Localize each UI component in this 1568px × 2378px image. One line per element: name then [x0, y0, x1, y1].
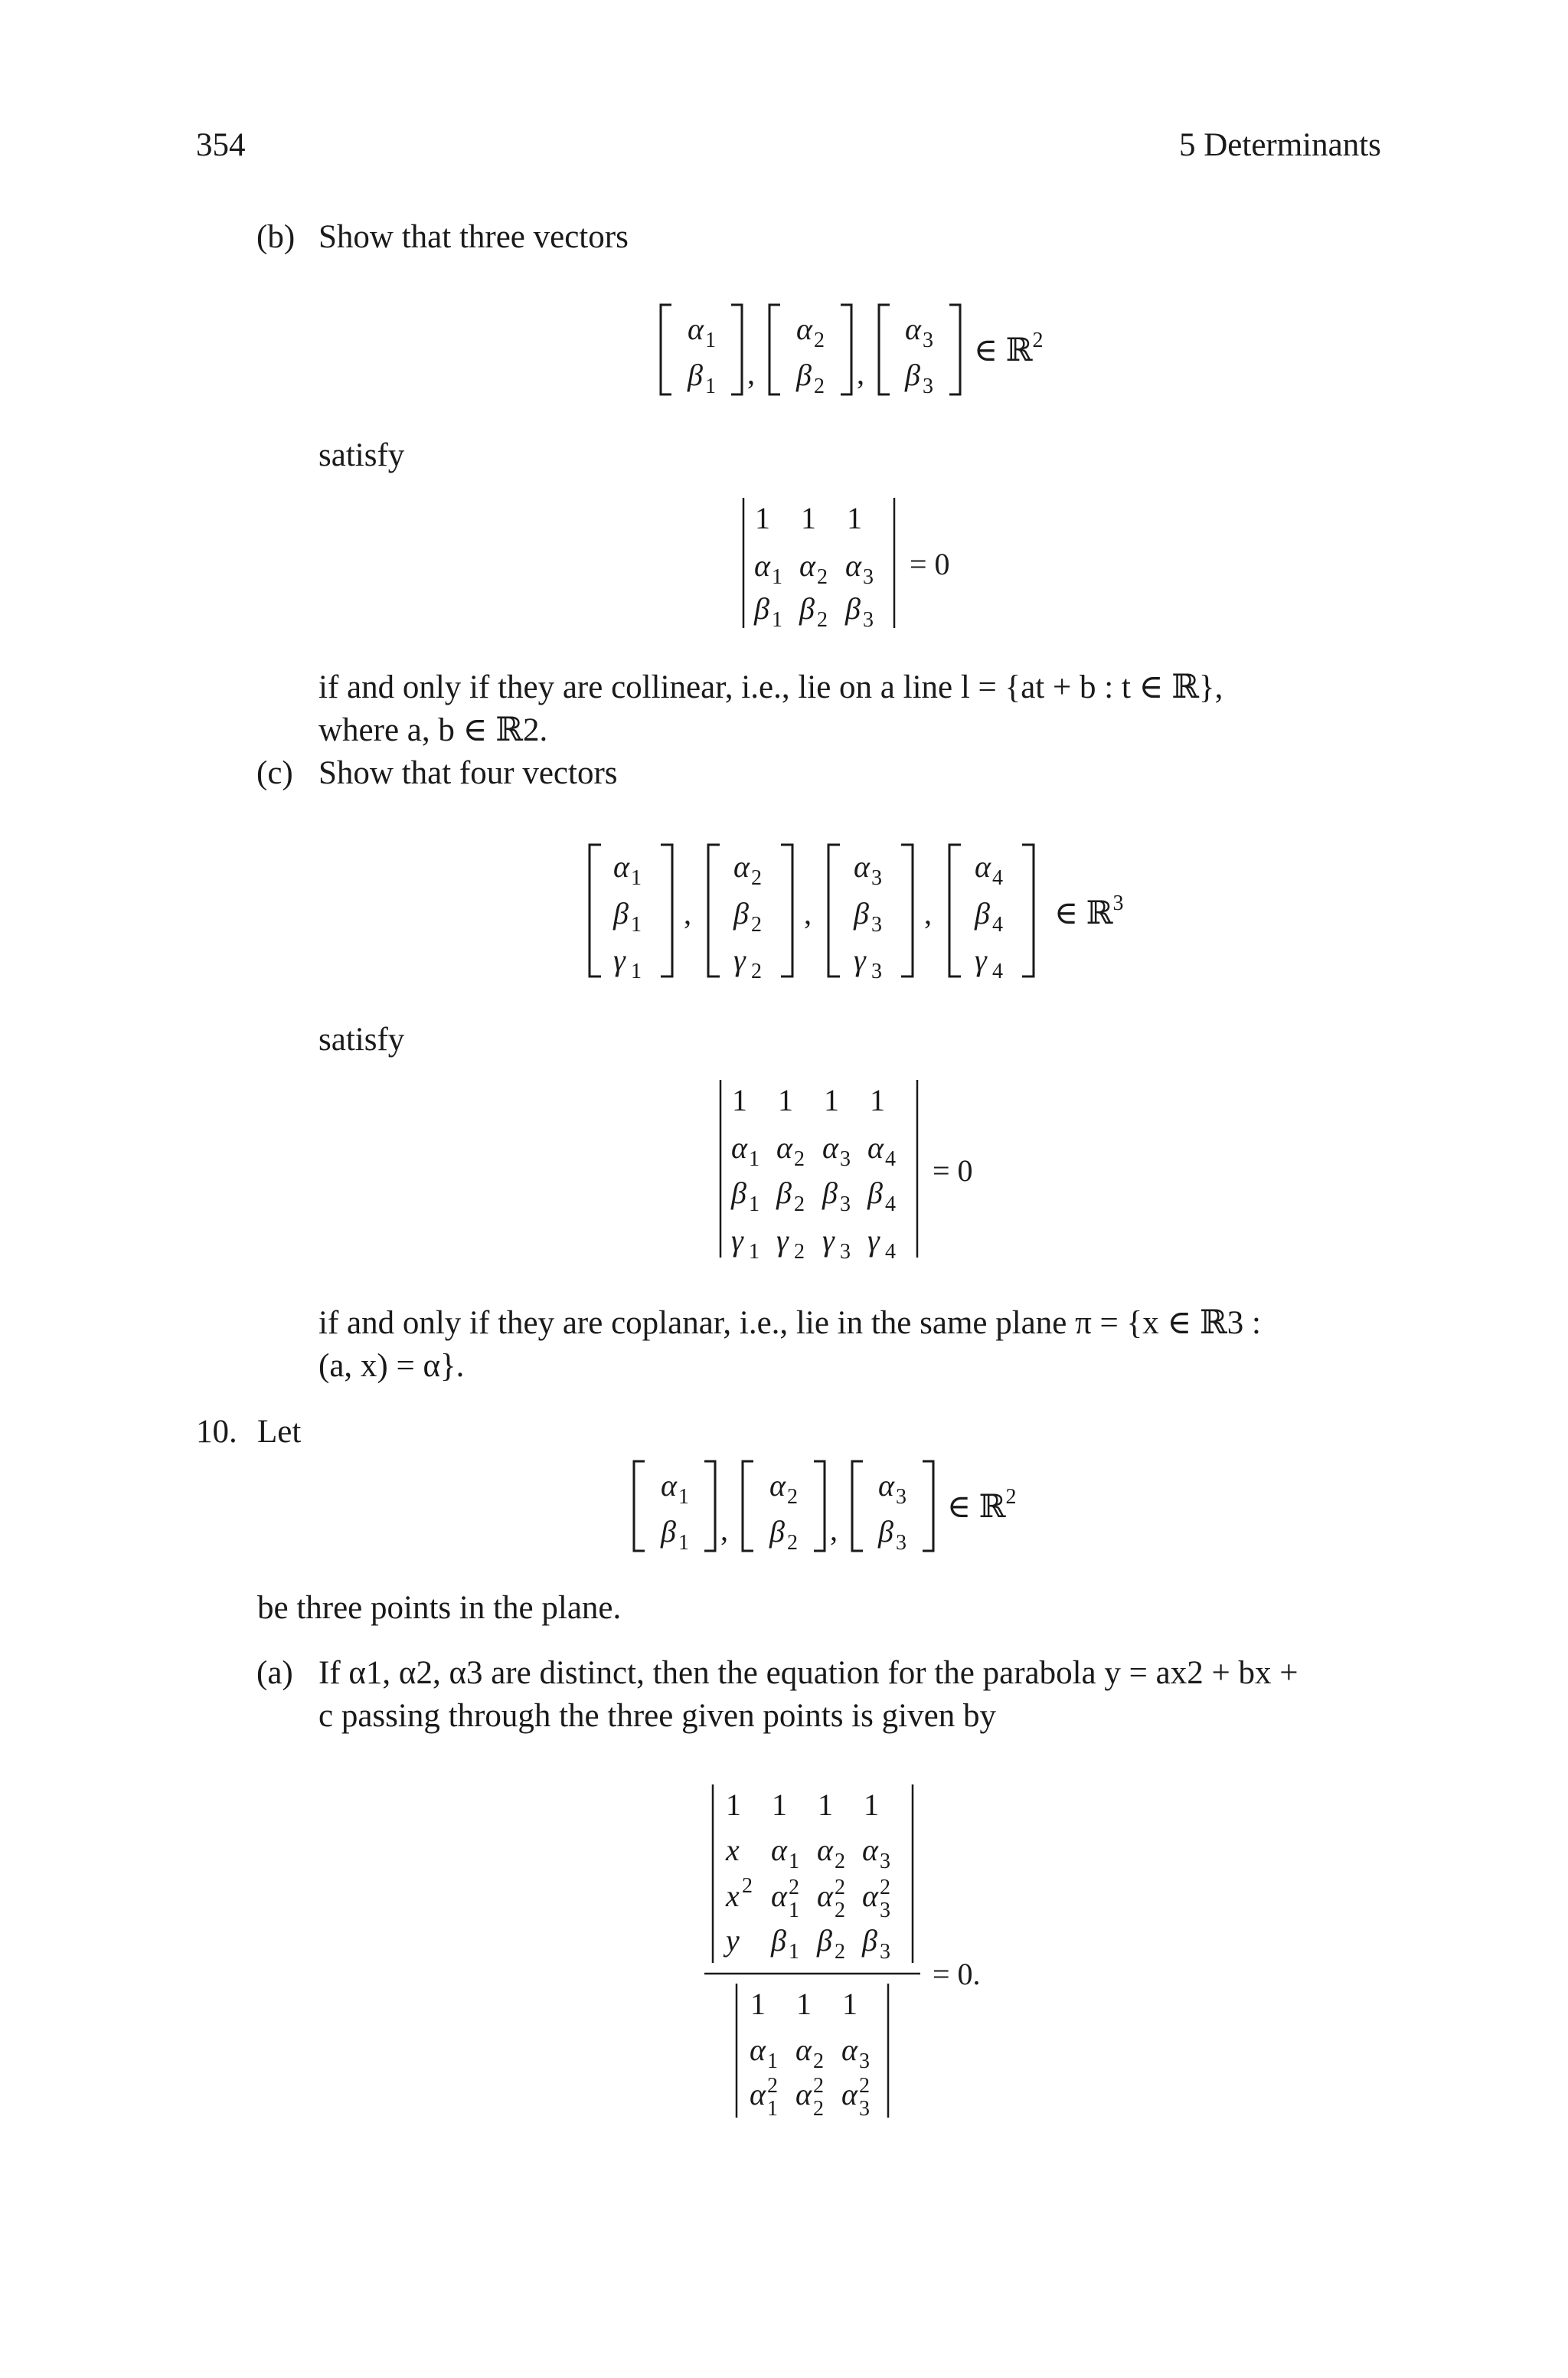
svg-text:2: 2	[767, 2074, 778, 2098]
svg-text:α: α	[862, 1879, 878, 1913]
svg-text:α: α	[776, 1130, 792, 1165]
svg-text:β: β	[771, 1923, 786, 1958]
svg-text:2: 2	[880, 1876, 890, 1899]
part-b-determinant-equation	[735, 494, 1026, 632]
svg-text:1: 1	[631, 960, 642, 983]
svg-text:1: 1	[796, 1987, 812, 2021]
svg-text:4: 4	[992, 866, 1003, 890]
svg-text:γ: γ	[776, 1223, 789, 1258]
svg-text:3: 3	[871, 866, 882, 890]
svg-text:1: 1	[847, 501, 862, 535]
svg-text:α: α	[796, 312, 812, 346]
svg-text:2: 2	[835, 1899, 845, 1922]
svg-text:α: α	[754, 548, 770, 583]
svg-text:= 0.: = 0.	[933, 1957, 981, 1991]
svg-text:α: α	[854, 849, 870, 884]
svg-text:α: α	[841, 2033, 858, 2067]
svg-text:,: ,	[747, 356, 755, 391]
svg-text:1: 1	[789, 1899, 799, 1922]
svg-text:α: α	[841, 2077, 858, 2111]
svg-text:α: α	[867, 1130, 884, 1165]
svg-text:1: 1	[767, 2049, 778, 2073]
svg-text:β: β	[733, 896, 749, 931]
svg-text:α: α	[799, 548, 815, 583]
problem-10-label: 10.	[196, 1414, 237, 1450]
svg-text:1: 1	[749, 1147, 760, 1171]
svg-text:2: 2	[787, 1485, 798, 1509]
svg-text:4: 4	[992, 913, 1003, 937]
svg-text:γ: γ	[731, 1223, 743, 1258]
svg-text:2: 2	[813, 2049, 824, 2073]
svg-text:β: β	[905, 358, 920, 392]
part-10a-label: (a)	[256, 1655, 293, 1691]
part-b-label: (b)	[256, 219, 296, 255]
svg-text:3: 3	[859, 2049, 870, 2073]
svg-text:3: 3	[871, 960, 882, 983]
svg-text:α: α	[817, 1879, 833, 1913]
svg-text:2: 2	[751, 913, 762, 937]
svg-text:β: β	[854, 896, 869, 931]
svg-text:α: α	[817, 1833, 833, 1867]
svg-text:γ: γ	[613, 943, 626, 977]
svg-text:1: 1	[772, 1788, 787, 1822]
svg-text:= 0: = 0	[910, 547, 950, 581]
svg-text:1: 1	[789, 1850, 799, 1873]
svg-text:1: 1	[870, 1083, 885, 1117]
svg-text:3: 3	[880, 1940, 890, 1964]
problem-10-intro: Let	[257, 1414, 302, 1450]
svg-text:α: α	[731, 1130, 747, 1165]
part-c-condition-line1: if and only if they are coplanar, i.e., lie in the same plane π = {x ∈ ℝ3 :	[318, 1305, 1261, 1341]
svg-text:3: 3	[863, 565, 874, 589]
svg-text:γ: γ	[822, 1223, 835, 1258]
svg-text:1: 1	[842, 1987, 858, 2021]
svg-text:1: 1	[750, 1987, 766, 2021]
page-number: 354	[196, 127, 246, 163]
svg-text:3: 3	[896, 1485, 906, 1509]
svg-text:3: 3	[859, 2097, 870, 2121]
svg-text:2: 2	[835, 1850, 845, 1873]
svg-text:1: 1	[818, 1788, 833, 1822]
svg-text:2: 2	[789, 1876, 799, 1899]
svg-text:1: 1	[864, 1788, 879, 1822]
part-c-determinant-equation	[712, 1076, 1034, 1264]
svg-text:1: 1	[824, 1083, 839, 1117]
svg-text:α: α	[822, 1130, 838, 1165]
svg-text:1: 1	[726, 1788, 741, 1822]
problem-10-after: be three points in the plane.	[257, 1590, 622, 1626]
svg-text:γ: γ	[733, 943, 746, 977]
svg-text:β: β	[754, 591, 769, 626]
svg-text:α: α	[975, 849, 991, 884]
svg-text:2: 2	[751, 960, 762, 983]
svg-text:β: β	[776, 1176, 792, 1210]
svg-text:3: 3	[923, 329, 933, 352]
svg-text:3: 3	[871, 913, 882, 937]
svg-text:γ: γ	[867, 1223, 880, 1258]
svg-text:2: 2	[813, 2074, 824, 2098]
svg-text:α: α	[688, 312, 704, 346]
svg-text:3: 3	[840, 1192, 851, 1216]
svg-text:β: β	[661, 1514, 676, 1549]
svg-text:α: α	[795, 2077, 812, 2111]
svg-text:2: 2	[813, 2097, 824, 2121]
svg-text:α: α	[750, 2077, 766, 2111]
svg-text:β: β	[688, 358, 703, 392]
svg-text:α: α	[613, 849, 629, 884]
svg-text:α: α	[750, 2033, 766, 2067]
part-10a-line1: If α1, α2, α3 are distinct, then the equation for the parabola y = ax2 + bx +	[318, 1655, 1298, 1691]
problem-10-points-equation	[632, 1459, 1060, 1555]
part-b-intro: Show that three vectors	[318, 219, 629, 255]
svg-text:α: α	[795, 2033, 812, 2067]
part-b-satisfy: satisfy	[318, 437, 405, 473]
svg-text:2: 2	[794, 1147, 805, 1171]
part-b-condition-line1: if and only if they are collinear, i.e., lie on a line l = {at + b : t ∈ ℝ},	[318, 669, 1223, 705]
part-c-label: (c)	[256, 755, 293, 791]
part-c-satisfy: satisfy	[318, 1022, 405, 1058]
svg-text:1: 1	[631, 913, 642, 937]
svg-text:,: ,	[804, 896, 812, 931]
svg-text:,: ,	[924, 896, 932, 931]
svg-text:β: β	[613, 896, 629, 931]
svg-text:β: β	[975, 896, 990, 931]
svg-text:,: ,	[684, 896, 691, 931]
svg-text:2: 2	[817, 608, 828, 632]
svg-text:2: 2	[814, 329, 825, 352]
svg-text:γ: γ	[975, 943, 987, 977]
svg-text:y: y	[726, 1923, 740, 1958]
svg-text:,: ,	[830, 1513, 838, 1547]
svg-text:α: α	[878, 1468, 894, 1503]
svg-text:β: β	[799, 591, 815, 626]
svg-text:2: 2	[742, 1874, 753, 1898]
part-c-vectors-equation	[586, 842, 1168, 983]
svg-text:β: β	[817, 1923, 832, 1958]
svg-text:1: 1	[767, 2097, 778, 2121]
part-b-vectors-equation	[658, 303, 1087, 398]
svg-text:1: 1	[705, 329, 716, 352]
svg-text:3: 3	[840, 1147, 851, 1171]
svg-text:4: 4	[885, 1147, 896, 1171]
svg-text:∈ ℝ2: ∈ ℝ2	[974, 329, 1044, 368]
svg-text:α: α	[733, 849, 750, 884]
svg-text:1: 1	[631, 866, 642, 890]
svg-text:2: 2	[817, 565, 828, 589]
svg-text:α: α	[862, 1833, 878, 1867]
running-head: 5 Determinants	[1179, 127, 1381, 163]
svg-text:α: α	[771, 1833, 787, 1867]
svg-text:1: 1	[749, 1240, 760, 1264]
svg-text:1: 1	[732, 1083, 747, 1117]
svg-text:2: 2	[859, 2074, 870, 2098]
svg-text:∈ ℝ2: ∈ ℝ2	[947, 1485, 1017, 1525]
svg-text:β: β	[862, 1923, 877, 1958]
svg-text:2: 2	[835, 1876, 845, 1899]
part-c-condition-line2: (a, x) = α}.	[318, 1348, 465, 1384]
part-b-condition-line2: where a, b ∈ ℝ2.	[318, 712, 548, 748]
svg-text:α: α	[771, 1879, 787, 1913]
svg-text:α: α	[905, 312, 921, 346]
svg-text:α: α	[845, 548, 861, 583]
svg-text:2: 2	[794, 1240, 805, 1264]
svg-text:α: α	[769, 1468, 786, 1503]
svg-text:,: ,	[857, 356, 864, 391]
svg-text:2: 2	[835, 1940, 845, 1964]
svg-text:1: 1	[755, 501, 770, 535]
svg-text:γ: γ	[854, 943, 866, 977]
svg-text:3: 3	[880, 1899, 890, 1922]
svg-text:β: β	[878, 1514, 893, 1549]
svg-text:∈ ℝ3: ∈ ℝ3	[1054, 891, 1124, 931]
svg-text:4: 4	[992, 960, 1003, 983]
svg-text:3: 3	[896, 1531, 906, 1555]
svg-text:3: 3	[840, 1240, 851, 1264]
svg-text:1: 1	[778, 1083, 793, 1117]
svg-text:1: 1	[772, 565, 782, 589]
svg-text:1: 1	[705, 375, 716, 398]
svg-text:2: 2	[794, 1192, 805, 1216]
svg-text:1: 1	[772, 608, 782, 632]
svg-text:1: 1	[678, 1531, 689, 1555]
svg-text:1: 1	[801, 501, 816, 535]
svg-text:2: 2	[751, 866, 762, 890]
svg-text:β: β	[822, 1176, 838, 1210]
part-10a-fraction-equation	[704, 1781, 1026, 2125]
svg-text:2: 2	[787, 1531, 798, 1555]
svg-text:4: 4	[885, 1240, 896, 1264]
svg-text:2: 2	[814, 375, 825, 398]
svg-text:x: x	[726, 1879, 740, 1913]
svg-text:β: β	[796, 358, 812, 392]
svg-text:1: 1	[789, 1940, 799, 1964]
svg-text:1: 1	[678, 1485, 689, 1509]
svg-text:β: β	[769, 1514, 785, 1549]
svg-text:3: 3	[923, 375, 933, 398]
svg-text:β: β	[731, 1176, 746, 1210]
svg-text:3: 3	[880, 1850, 890, 1873]
svg-text:= 0: = 0	[933, 1153, 973, 1188]
svg-text:3: 3	[863, 608, 874, 632]
part-10a-line2: c passing through the three given points is given by	[318, 1698, 996, 1734]
svg-text:4: 4	[885, 1192, 896, 1216]
part-c-intro: Show that four vectors	[318, 755, 618, 791]
svg-text:x: x	[726, 1833, 740, 1867]
svg-text:β: β	[867, 1176, 883, 1210]
svg-text:β: β	[845, 591, 861, 626]
svg-text:1: 1	[749, 1192, 760, 1216]
svg-text:α: α	[661, 1468, 677, 1503]
svg-text:,: ,	[720, 1513, 728, 1547]
